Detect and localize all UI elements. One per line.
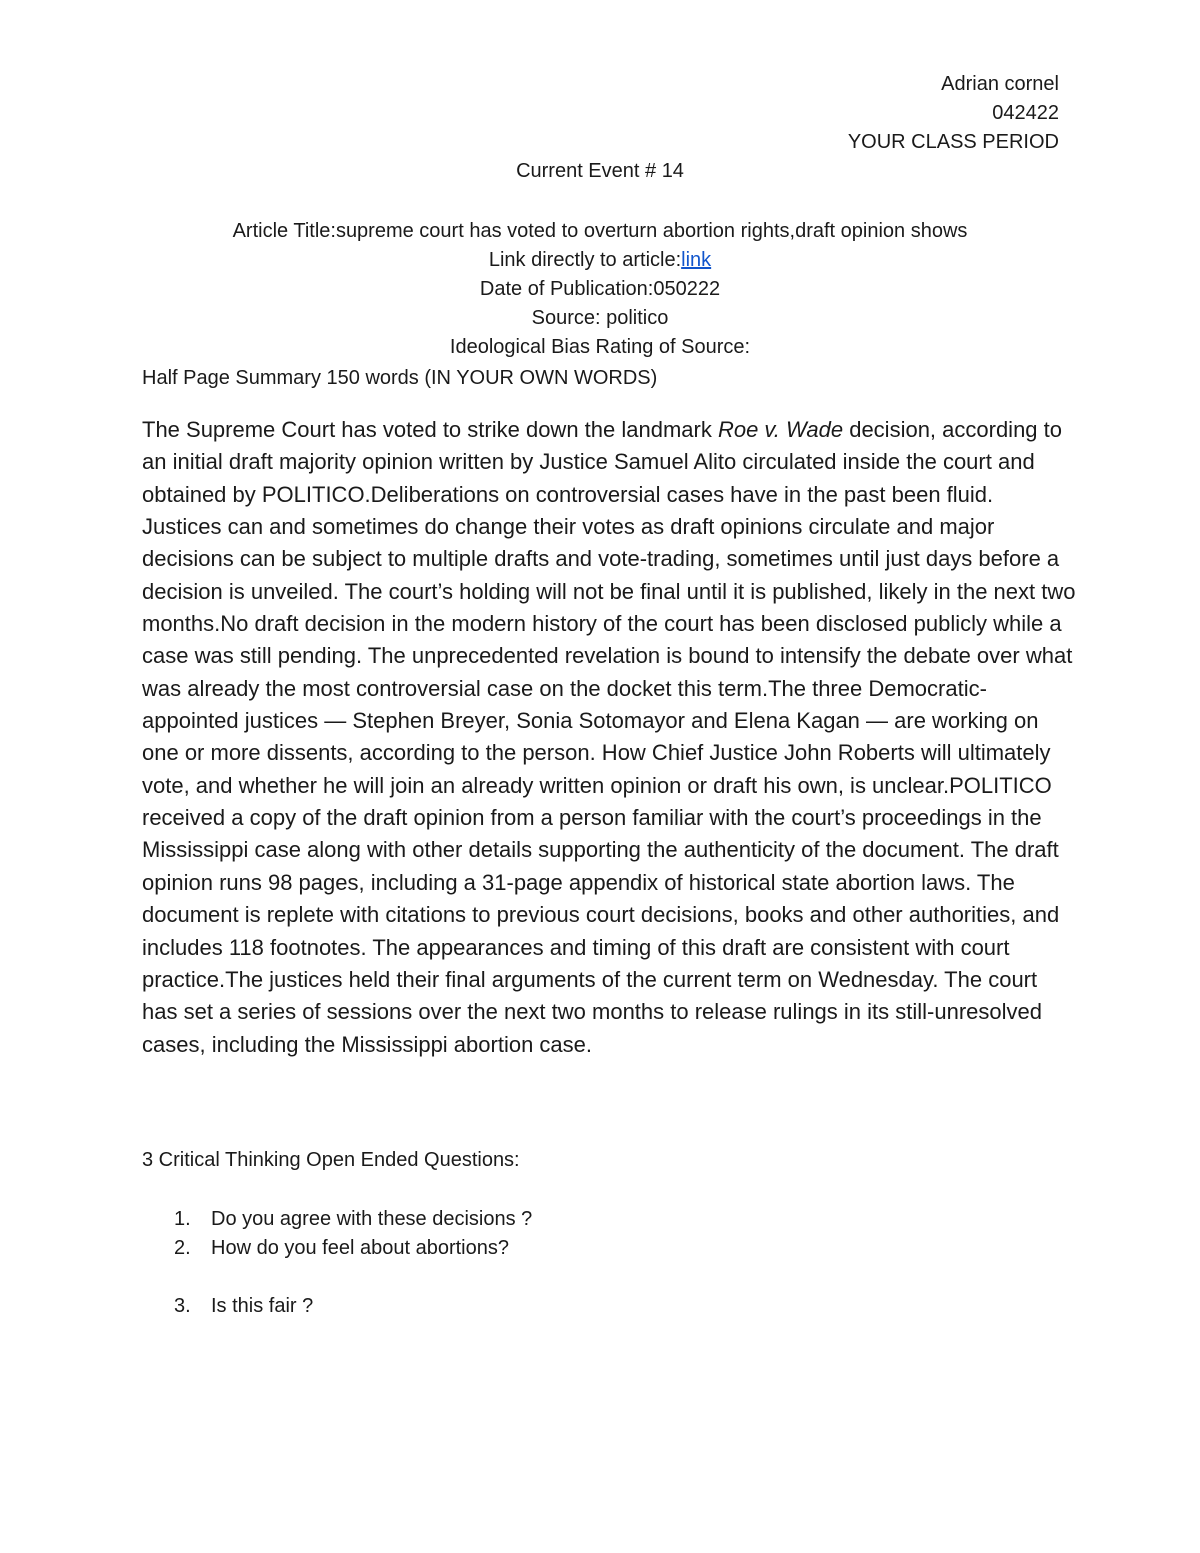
source-line [0,304,1200,333]
publication-date-line [0,275,1200,304]
question-number: 2. [174,1237,191,1259]
publication-date-value: 050222 [653,278,721,300]
question-number: 3. [174,1295,191,1317]
event-title: Current Event # 14 [516,160,684,182]
article-title-value: supreme court has voted to overturn abortion rights,draft opinion shows [335,220,968,242]
question-text: Is this fair ? [211,1295,314,1317]
case-name: Roe v. Wade [717,417,844,442]
summary-paragraph [142,414,1077,1061]
class-period: YOUR CLASS PERIOD [847,131,1059,153]
article-link-line [0,246,1200,275]
source-label: Source: [531,307,607,329]
publication-date-label: Date of Publication: [479,278,654,300]
bias-rating-line [0,333,1200,362]
questions-heading: 3 Critical Thinking Open Ended Questions: [142,1149,520,1171]
student-header [848,70,1059,157]
article-link-label: Link directly to article: [488,249,682,271]
source-value: politico [606,307,669,329]
submission-date: 042422 [992,102,1059,124]
summary-heading: Half Page Summary 150 words (IN YOUR OWN WORDS) [142,367,658,389]
article-meta [0,217,1200,362]
article-title-line [0,217,1200,246]
bias-rating-label: Ideological Bias Rating of Source: [449,336,751,358]
article-link[interactable]: link [681,249,712,271]
summary-text-start: The Supreme Court has voted to strike down the landmark [142,417,718,442]
summary-body [142,414,1077,1061]
question-number: 1. [174,1208,191,1230]
student-name: Adrian cornel [941,73,1059,95]
article-title-label: Article Title: [232,220,336,242]
summary-text-rest: decision, according to an initial draft majority opinion written by Justice Samuel Alito circulated inside the court and obtained by POLITICO.Deliberations on controversial cases have in the past been fluid. Justices can and sometimes do change their votes as draft opinions circulate and major decisions can be subject to multiple drafts and vote-trading, sometimes until just days before a decision is unveiled. The court’s holding will not be final until it is published, likely in the next two months.No draft decision in the modern history of the court has been disclosed publicly while a case was still pending. The unprecedented revelation is bound to intensify the debate over what was already the most controversial case on the docket this term.The three Democratic-appointed justices — Stephen Breyer, Sonia Sotomayor and Elena Kagan — are working on one or more dissents, according to the person. How Chief Justice John Roberts will ultimately vote, and whether he will join an already written opinion or draft his own, is unclear.POLITICO received a copy of the draft opinion from a person familiar with the court’s proceedings in the Mississippi case along with other details supporting the authenticity of the document. The draft opinion runs 98 pages, including a 31-page appendix of historical state abortion laws. The document is replete with citations to previous court decisions, books and other authorities, and includes 118 footnotes. The appearances and timing of this draft are consistent with court practice.The justices held their final arguments of the current term on Wednesday. The court has set a series of sessions over the next two months to release rulings in its still-unresolved cases, including the Mississippi abortion case. [142,417,1076,1057]
question-text: How do you feel about abortions? [211,1237,509,1259]
question-text: Do you agree with these decisions ? [211,1208,533,1230]
